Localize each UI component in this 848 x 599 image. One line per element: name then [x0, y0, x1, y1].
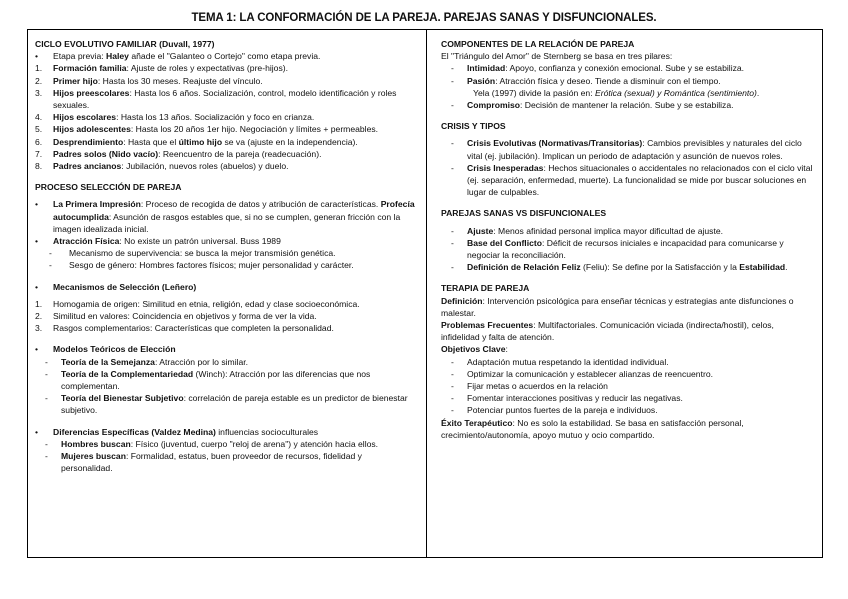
componentes-heading: COMPONENTES DE LA RELACIÓN DE PAREJA [441, 39, 635, 49]
impresion-item: • La Primera Impresión: Proceso de recogida de datos y atribución de características. Profecía autocumplida: Asunción de rasgos estables que, si no se cumplen, generan fricción con la imagen idealizada inicial. [35, 198, 415, 235]
modelo-item: - Teoría de la Complementariedad (Winch): Atracción por las diferencias que nos complementan. [45, 368, 371, 392]
parejas-heading: PAREJAS SANAS VS DISFUNCIONALES [441, 208, 607, 219]
ciclo-item: 7. Padres solos (Nido vacío): Reencuentro de la pareja (readecuación). [35, 148, 322, 159]
ciclo-item: 5. Hijos adolescentes: Hasta los 20 años 1er hijo. Negociación y límites + permeables. [35, 124, 379, 135]
yela-note: Yela (1997) divide la pasión en: Erótica (sexual) y Romántica (sentimiento). [473, 87, 760, 98]
mecanismo-item: 1. Homogamia de origen: Similitud en etnia, religión, edad y clase socioeconómica. [35, 298, 360, 309]
ciclo-item: 2. Primer hijo: Hasta los 30 meses. Reajuste del vínculo. [35, 75, 263, 86]
modelo-item: - Teoría del Bienestar Subjetivo: correlación de pareja estable es un predictor de bienestar subjetivo. [45, 393, 408, 416]
crisis-item: - Crisis Inesperadas: Hechos situacionales o accidentales no relacionados con el ciclo vital (ej. separación, enfermedad, muerte). La funcionalidad se mide por buscar soluciones en lugar de culpables. [451, 162, 813, 198]
objetivo-item: - Adaptación mutua respetando la identidad individual. [451, 356, 669, 367]
column-divider [426, 29, 427, 558]
atraccion-item: • Atracción Física: No existe un patrón universal. Buss 1989 [35, 235, 415, 247]
mecanismos-heading: • Mecanismos de Selección (Leñero) [35, 281, 415, 293]
componente-item: - Intimidad: Apoyo, confianza y conexión emocional. Sube y se estabiliza. [451, 63, 745, 74]
ciclo-item: 3. Hijos preescolares: Hasta los 6 años. Socialización, control, modelo identificación y roles sexuales. [35, 87, 397, 111]
ciclo-item: 6. Desprendimiento: Hasta que el último hijo se va (ajuste en la independencia). [35, 136, 358, 147]
parejas-item: - Ajuste: Menos afinidad personal implica mayor dificultad de ajuste. [451, 225, 724, 236]
modelos-heading: • Modelos Teóricos de Elección [35, 343, 415, 355]
ciclo-item: 8. Padres ancianos: Jubilación, nuevos roles (abuelos) y duelo. [35, 161, 289, 172]
objetivo-item: - Optimizar la comunicación y establecer alianzas de reencuentro. [451, 368, 714, 379]
diferencias-heading: • Diferencias Específicas (Valdez Medina) influencias socioculturales [35, 426, 415, 438]
diferencias-item: - Hombres buscan: Físico (juventud, cuerpo "reloj de arena") y atención hacia ellos. [45, 438, 379, 449]
modelo-item: - Teoría de la Semejanza: Atracción por lo similar. [45, 356, 249, 367]
terapia-problemas: Problemas Frecuentes: Multifactoriales. Comunicación viciada (indirecta/hostil), celos, infidelidad y falta de atención. [441, 320, 774, 343]
parejas-item: - Definición de Relación Feliz (Feliu): Se define por la Satisfacción y la Estabilidad. [451, 262, 788, 273]
mecanismo-item: 3. Rasgos complementarios: Características que completen la personalidad. [35, 323, 334, 334]
componente-item: - Pasión: Atracción física y deseo. Tiende a disminuir con el tiempo. [451, 75, 721, 86]
componentes-intro: El "Triángulo del Amor" de Sternberg se basa en tres pilares: [441, 51, 673, 62]
mecanismo-item: 2. Similitud en valores: Coincidencia en objetivos y forma de ver la vida. [35, 311, 317, 322]
ciclo-heading: CICLO EVOLUTIVO FAMILIAR (Duvall, 1977) [35, 39, 215, 49]
crisis-heading: CRISIS Y TIPOS [441, 121, 506, 132]
objetivo-item: - Fijar metas o acuerdos en la relación [451, 381, 608, 392]
diferencias-item: - Mujeres buscan: Formalidad, estatus, buen proveedor de recursos, fidelidad y personalidad. [45, 451, 362, 474]
crisis-item: - Crisis Evolutivas (Normativas/Transitorias): Cambios previsibles y naturales del ciclo vital (ej. jubilación). Implican un periodo de adaptación y asunción de nuevos roles. [451, 138, 802, 161]
objetivos-heading: Objetivos Clave: [441, 344, 508, 355]
right-column [441, 38, 813, 441]
ciclo-item: 4. Hijos escolares: Hasta los 13 años. Socialización y foco en crianza. [35, 112, 315, 123]
terapia-definicion: Definición: Intervención psicológica para enseñar técnicas y estrategias ante disfunciones o malestar. [441, 295, 794, 318]
terapia-heading: TERAPIA DE PAREJA [441, 283, 530, 294]
ciclo-item: • Etapa previa: Haley añade el "Galanteo o Cortejo" como etapa previa. [35, 51, 321, 62]
exito-terapeutico: Éxito Terapéutico: No es solo la estabilidad. Se basa en satisfacción personal, crecimiento/autonomía, apoyo mutuo y ocio compartido. [441, 417, 744, 440]
ciclo-item: 1. Formación familia: Ajuste de roles y expectativas (pre-hijos). [35, 63, 288, 74]
atraccion-sub-item: - Mecanismo de supervivencia: se busca la mejor transmisión genética. [49, 248, 336, 259]
parejas-item: - Base del Conflicto: Déficit de recursos iniciales e incapacidad para comunicarse y negociar la reconciliación. [451, 237, 784, 261]
page-title: TEMA 1: LA CONFORMACIÓN DE LA PAREJA. PAREJAS SANAS Y DISFUNCIONALES. [191, 12, 657, 24]
atraccion-sub-item: - Sesgo de género: Hombres factores físicos; mujer personalidad y carácter. [49, 260, 354, 271]
left-column [35, 38, 415, 475]
proceso-heading: PROCESO SELECCIÓN DE PAREJA [35, 182, 182, 193]
componente-item: - Compromiso: Decisión de mantener la relación. Sube y se estabiliza. [451, 100, 734, 111]
objetivo-item: - Potenciar puntos fuertes de la pareja e individuos. [451, 405, 658, 416]
objetivo-item: - Fomentar interacciones positivas y reducir las negativas. [451, 393, 683, 404]
